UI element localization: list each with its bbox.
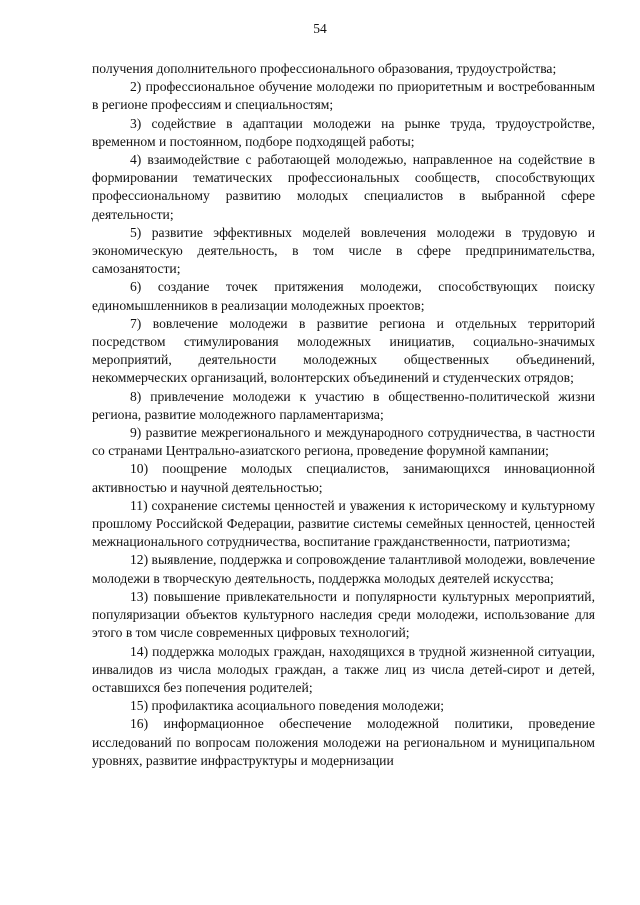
list-item-12: 12) выявление, поддержка и сопровождение талантливой молодежи, вовлечение молодежи в творческую деятельность, поддержка молодых деятелей искусства; [92,552,595,586]
list-item-16: 16) информационное обеспечение молодежной политики, проведение исследований по вопросам положения молодежи на региональном и муниципальном уровнях, развитие инфраструктуры и модернизации [92,716,595,768]
list-item-5: 5) развитие эффективных моделей вовлечения молодежи в трудовую и экономическую деятельность, в том числе в сфере предпринимательства, самозанятости; [92,224,595,277]
list-item-13: 13) повышение привлекательности и популярности культурных мероприятий, популяризации объектов культурного наследия среди молодежи, использование для этого в том числе современных цифровых технологий; [92,588,595,641]
list-item-14: 14) поддержка молодых граждан, находящихся в трудной жизненной ситуации, инвалидов из числа молодых граждан, а также лиц из числа детей-сирот и детей, оставшихся без попечения родителей; [92,643,595,695]
list-item-3: 3) содействие в адаптации молодежи на рынке труда, трудоустройстве, временном и постоянном, подборе подходящей работы; [92,115,595,149]
list-item-10: 10) поощрение молодых специалистов, занимающихся инновационной активностью и научной деятельностью; [92,461,595,495]
list-item-2: 2) профессиональное обучение молодежи по приоритетным и востребованным в регионе профессиям и специальностям; [92,79,595,113]
list-item-7: 7) вовлечение молодежи в развитие региона и отдельных территорий посредством стимулирования молодежных инициатив, социально-значимых мероприятий, деятельности молодежных общественных объединений, некоммерческих организаций, волонтерских объединений и студенческих отрядов; [92,315,595,386]
page-number: 54 [313,21,327,36]
list-item-4: 4) взаимодействие с работающей молодежью, направленное на содействие в формировании тематических профессиональных сообществ, способствующих профессиональному развитию молодых специалистов в выбранной сфере деятельности; [92,152,595,222]
paragraph-continuation: получения дополнительного профессионального образования, трудоустройства; [92,61,557,76]
document-body [92,60,595,770]
list-item-9: 9) развитие межрегионального и международного сотрудничества, в частности со странами Центрально-азиатского региона, проведение форумной кампании; [92,425,595,459]
list-item-11: 11) сохранение системы ценностей и уважения к историческому и культурному прошлому Российской Федерации, развитие системы семейных ценностей, ценностей межнационального сотрудничества, воспитание гражданственности, патриотизма; [92,497,595,550]
list-item-6: 6) создание точек притяжения молодежи, способствующих поиску единомышленников в реализации молодежных проектов; [92,279,595,313]
list-item-8: 8) привлечение молодежи к участию в общественно-политической жизни региона, развитие молодежного парламентаризма; [92,388,595,422]
list-item-15: 15) профилактика асоциального поведения молодежи; [130,698,445,714]
